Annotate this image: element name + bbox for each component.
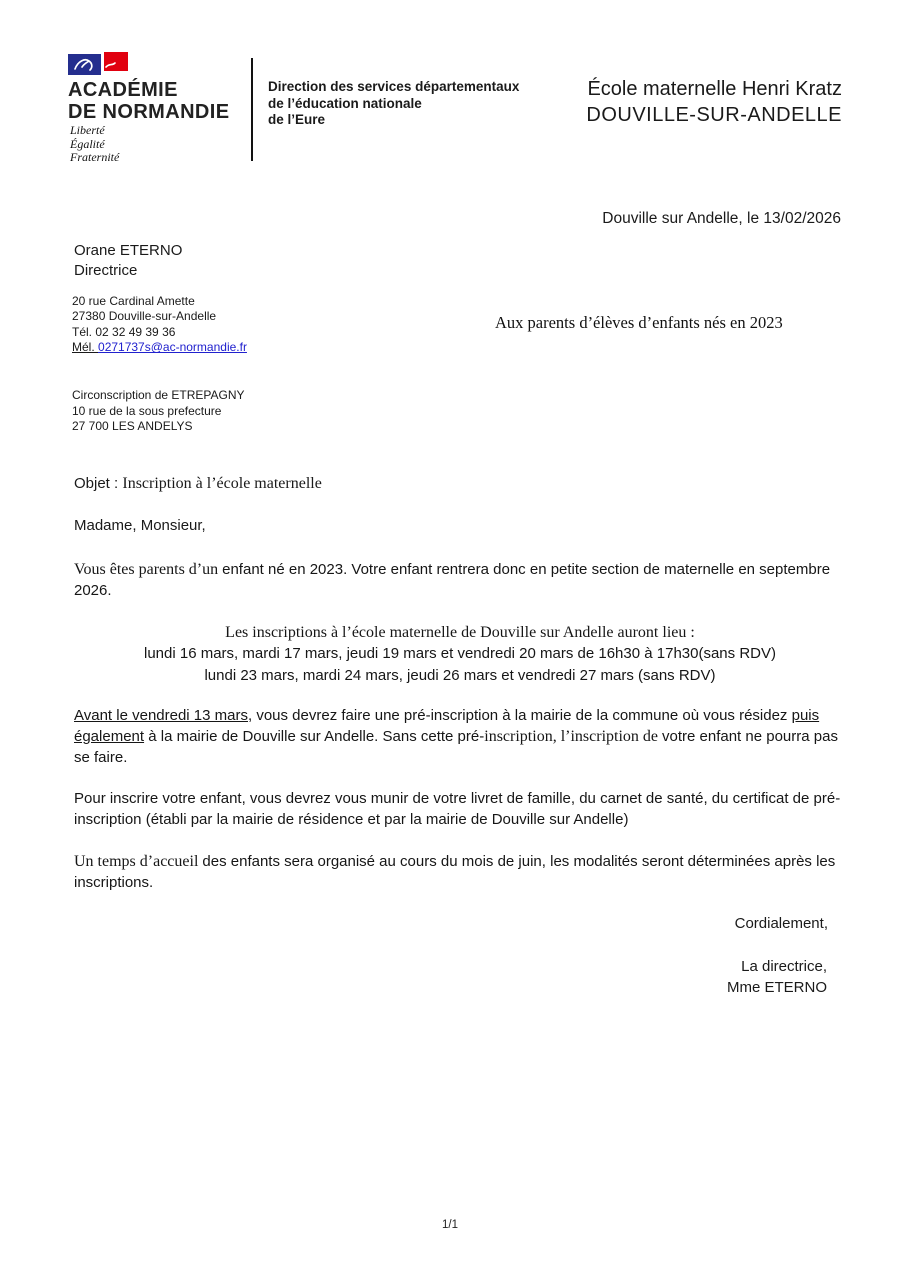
- sender-role: Directrice: [74, 261, 138, 279]
- sender-city: 27380 Douville-sur-Andelle: [72, 309, 217, 324]
- school-city: DOUVILLE-SUR-ANDELLE: [586, 104, 842, 126]
- paragraph-preinscription: [74, 705, 846, 768]
- department-line2: de l’éducation nationale: [268, 95, 422, 111]
- paragraph-intro: [74, 559, 846, 601]
- page-number: 1/1: [442, 1219, 458, 1231]
- motto-line2: Égalité: [70, 136, 105, 151]
- french-republic-logo: [68, 52, 130, 77]
- school-name-block: [482, 76, 842, 128]
- sender-street: 20 rue Cardinal Amette: [72, 294, 195, 308]
- marianne-icon: [68, 54, 101, 75]
- subject-label: Objet :: [74, 475, 123, 492]
- schedule-block: [74, 622, 846, 686]
- subject-text: Inscription à l’école maternelle: [122, 475, 322, 492]
- academy-name: [68, 79, 229, 123]
- header-divider: [251, 58, 253, 161]
- sender-address-block: [72, 294, 247, 356]
- email-link[interactable]: 0271737s@ac-normandie.fr: [98, 340, 247, 355]
- paragraph-intro-rest: enfant né en 2023. Votre enfant rentrera donc en petite section de maternelle en septembre 2026.: [74, 561, 831, 599]
- circonscription-city: 27 700 LES ANDELYS: [72, 419, 193, 434]
- sender-block: [74, 241, 182, 280]
- circonscription-block: [72, 388, 245, 435]
- paragraph-documents: Pour inscrire votre enfant, vous devrez vous munir de votre livret de famille, du carnet de santé, du certificat de pré-inscription (établi par la mairie de résidence et par la mairie de Douville sur Andelle): [74, 790, 841, 828]
- salutation: Madame, Monsieur,: [74, 517, 206, 534]
- schedule-week2: lundi 23 mars, mardi 24 mars, jeudi 26 mars et vendredi 27 mars (sans RDV): [204, 666, 716, 684]
- paragraph-accueil: [74, 851, 846, 893]
- signature-role: La directrice,: [741, 958, 827, 975]
- academy-name-line2: DE NORMANDIE: [68, 101, 230, 123]
- circonscription-name: Circonscription de ETREPAGNY: [72, 388, 245, 402]
- paragraph-accueil-rest: des enfants sera organisé au cours du mois de juin, les modalités seront déterminées après les inscriptions.: [74, 853, 836, 891]
- paragraph-preinscription-t1: , vous devrez faire une pré-inscription à la mairie de la commune où vous résidez: [248, 707, 792, 724]
- paragraph-preinscription-t3: votre enfant ne pourra pas se faire.: [74, 728, 838, 766]
- department-line1: Direction des services départementaux: [268, 79, 520, 94]
- paragraph-preinscription-serif: inscription, l’inscription de: [484, 728, 662, 745]
- sender-name: Orane ETERNO: [74, 242, 183, 259]
- paragraph-preinscription-t2: à la mairie de Douville sur Andelle. Sans cette pré-: [144, 728, 485, 745]
- schedule-intro: Les inscriptions à l’école maternelle de Douville sur Andelle auront lieu :: [225, 624, 695, 641]
- flag-blue-block: [68, 54, 101, 75]
- email-label: Mél.: [72, 340, 99, 355]
- motto-line3: Fraternité: [70, 150, 120, 164]
- academy-name-line1: ACADÉMIE: [68, 79, 178, 101]
- circonscription-street: 10 rue de la sous prefecture: [72, 403, 222, 418]
- paragraph-intro-lead: Vous êtes parents d’un: [74, 561, 223, 578]
- signature-block: [727, 956, 827, 998]
- schedule-week1: lundi 16 mars, mardi 17 mars, jeudi 19 mars et vendredi 20 mars de 16h30 à 17h30(sans RDV): [144, 645, 776, 663]
- motto-line1: Liberté: [70, 123, 105, 137]
- puis-egalement-underlined: puis également: [74, 707, 820, 745]
- sender-phone: Tél. 02 32 49 39 36: [72, 324, 176, 339]
- school-name: École maternelle Henri Kratz: [587, 78, 842, 100]
- subject-line: [74, 475, 322, 493]
- sender-email-line: [72, 340, 247, 355]
- signature-name: Mme ETERNO: [726, 979, 827, 996]
- flag-red-block: [104, 52, 128, 71]
- recipient-line: Aux parents d’élèves d’enfants nés en 2023: [495, 313, 783, 332]
- flag-wave-icon: [104, 52, 128, 71]
- date-line: Douville sur Andelle, le 13/02/2026: [602, 210, 841, 227]
- deadline-underlined: Avant le vendredi 13 mars: [74, 707, 248, 724]
- department-line3: de l’Eure: [268, 112, 326, 127]
- paragraph-accueil-lead: Un temps d’accueil: [74, 853, 203, 870]
- closing-regards: Cordialement,: [734, 915, 828, 932]
- republic-motto: [70, 124, 119, 165]
